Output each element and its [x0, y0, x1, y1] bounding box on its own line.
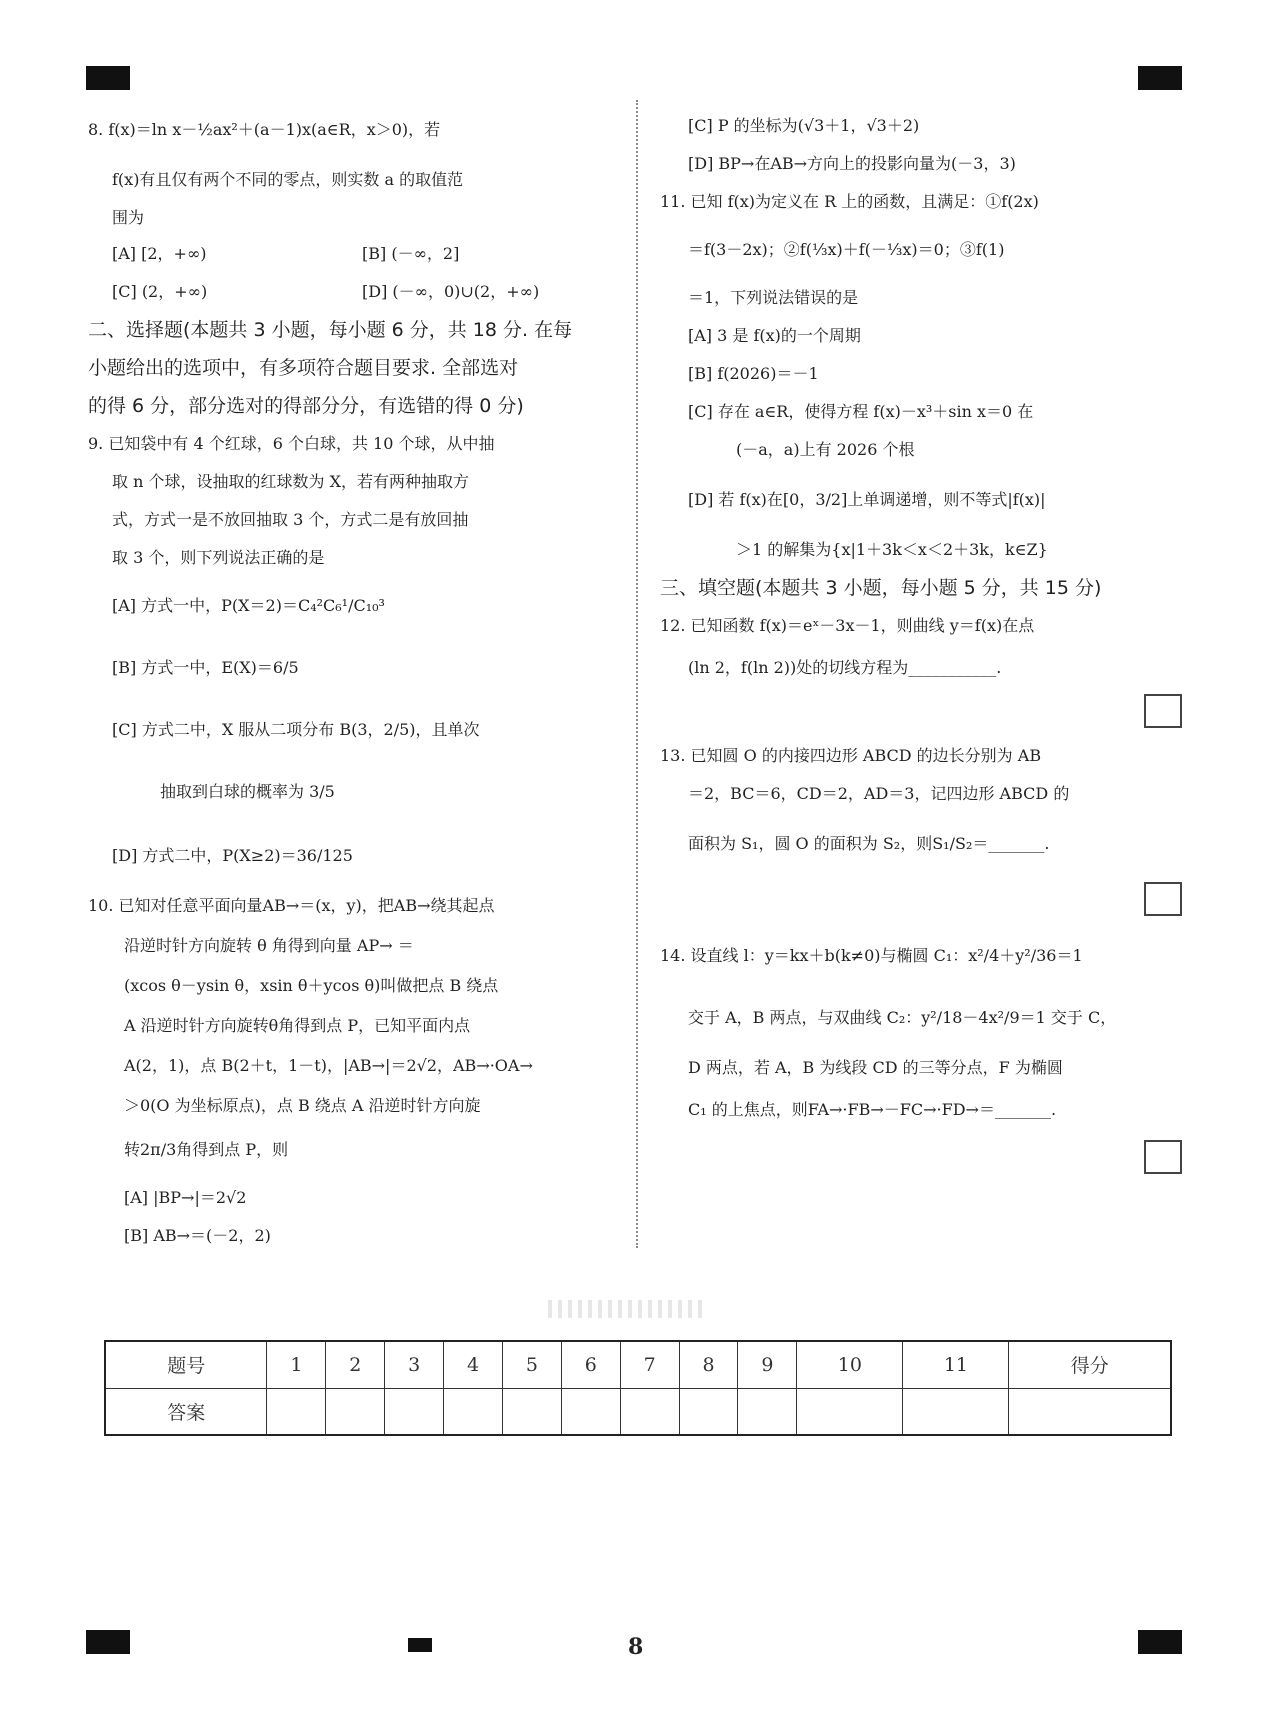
registration-mark-bottom-center — [408, 1638, 432, 1652]
q8-line-1: 8. f(x)＝ln x－½ax²＋(a－1)x(a∈R，x＞0)，若 — [88, 120, 441, 139]
page-number: 8 — [628, 1634, 644, 1660]
answer-cell[interactable] — [502, 1388, 561, 1435]
table-cell-number: 9 — [738, 1341, 797, 1388]
q13-line-1: 13. 已知圆 O 的内接四边形 ABCD 的边长分别为 AB — [660, 746, 1042, 765]
table-cell-number: 4 — [444, 1341, 503, 1388]
answer-cell[interactable] — [620, 1388, 679, 1435]
q13-line-3: 面积为 S₁，圆 O 的面积为 S₂，则S₁/S₂＝_______. — [688, 834, 1050, 853]
table-row-numbers — [105, 1341, 1171, 1388]
column-divider — [636, 100, 638, 1248]
q11-option-c: [C] 存在 a∈R，使得方程 f(x)－x³＋sin x＝0 在 — [688, 402, 1034, 421]
table-cell-number: 10 — [797, 1341, 903, 1388]
q10-line-5: A(2，1)，点 B(2＋t，1－t)，|AB→|＝2√2，AB→·OA→ — [124, 1056, 533, 1075]
q11-option-a: [A] 3 是 f(x)的一个周期 — [688, 326, 861, 345]
answer-cell[interactable] — [797, 1388, 903, 1435]
q8-option-b: [B] (－∞，2] — [362, 244, 460, 263]
table-cell-number: 2 — [326, 1341, 385, 1388]
answer-cell[interactable] — [326, 1388, 385, 1435]
q8-line-3: 围为 — [112, 208, 145, 227]
q9-line-2: 取 n 个球，设抽取的红球数为 X，若有两种抽取方 — [112, 472, 469, 491]
q9-option-a: [A] 方式一中，P(X＝2)＝C₄²C₆¹/C₁₀³ — [112, 596, 385, 615]
q11-line-3: ＝1，下列说法错误的是 — [688, 288, 859, 307]
q12-answer-box[interactable] — [1144, 694, 1182, 728]
q14-line-3: D 两点，若 A，B 为线段 CD 的三等分点，F 为椭圆 — [688, 1058, 1063, 1077]
q10-option-c: [C] P 的坐标为(√3＋1，√3＋2) — [688, 116, 920, 135]
q10-line-2: 沿逆时针方向旋转 θ 角得到向量 AP→ ＝ — [124, 936, 414, 955]
q9-option-d: [D] 方式二中，P(X≥2)＝36/125 — [112, 846, 353, 865]
q14-line-1: 14. 设直线 l：y＝kx＋b(k≠0)与椭圆 C₁：x²/4＋y²/36＝1 — [660, 946, 1083, 965]
q9-line-4: 取 3 个，则下列说法正确的是 — [112, 548, 325, 567]
score-header: 得分 — [1009, 1341, 1171, 1388]
q14-line-2: 交于 A，B 两点，与双曲线 C₂：y²/18－4x²/9＝1 交于 C， — [688, 1008, 1117, 1027]
q10-option-b: [B] AB→＝(－2，2) — [124, 1226, 271, 1245]
score-cell[interactable] — [1009, 1388, 1171, 1435]
q13-answer-box[interactable] — [1144, 882, 1182, 916]
table-cell-number: 5 — [502, 1341, 561, 1388]
table-cell-number: 6 — [561, 1341, 620, 1388]
q14-answer-box[interactable] — [1144, 1140, 1182, 1174]
q13-line-2: ＝2，BC＝6，CD＝2，AD＝3，记四边形 ABCD 的 — [688, 784, 1070, 803]
q10-line-7: 转2π/3角得到点 P，则 — [124, 1140, 289, 1159]
q10-line-3: (xcos θ－ysin θ，xsin θ＋ycos θ)叫做把点 B 绕点 — [124, 976, 499, 995]
scan-artifact — [548, 1300, 708, 1318]
section-2-line-1: 二、选择题(本题共 3 小题，每小题 6 分，共 18 分. 在每 — [88, 319, 573, 341]
q8-line-2: f(x)有且仅有两个不同的零点，则实数 a 的取值范 — [112, 170, 464, 189]
table-cell-number: 8 — [679, 1341, 738, 1388]
q12-line-1: 12. 已知函数 f(x)＝eˣ－3x－1，则曲线 y＝f(x)在点 — [660, 616, 1035, 635]
q9-line-1: 9. 已知袋中有 4 个红球，6 个白球，共 10 个球，从中抽 — [88, 434, 495, 453]
q11-line-2: ＝f(3－2x)；②f(⅓x)＋f(－⅓x)＝0；③f(1) — [688, 240, 1005, 259]
table-cell-number: 1 — [267, 1341, 326, 1388]
q11-option-b: [B] f(2026)＝－1 — [688, 364, 819, 383]
section-2-line-2: 小题给出的选项中，有多项符合题目要求. 全部选对 — [88, 357, 519, 379]
answer-cell[interactable] — [385, 1388, 444, 1435]
q9-option-c-cont: 抽取到白球的概率为 3/5 — [160, 782, 335, 801]
q11-line-1: 11. 已知 f(x)为定义在 R 上的函数，且满足：①f(2x) — [660, 192, 1039, 211]
answer-cell[interactable] — [679, 1388, 738, 1435]
answer-cell[interactable] — [267, 1388, 326, 1435]
registration-mark-bottom-left — [86, 1630, 130, 1654]
section-2-line-3: 的得 6 分，部分选对的得部分分，有选错的得 0 分) — [88, 395, 524, 417]
table-cell-number: 11 — [903, 1341, 1009, 1388]
q11-option-d: [D] 若 f(x)在[0，3/2]上单调递增，则不等式|f(x)| — [688, 490, 1046, 509]
answer-cell[interactable] — [444, 1388, 503, 1435]
registration-mark-bottom-right — [1138, 1630, 1182, 1654]
q9-option-b: [B] 方式一中，E(X)＝6/5 — [112, 658, 299, 677]
q8-option-d: [D] (－∞，0)∪(2，+∞) — [362, 282, 540, 301]
answer-cell[interactable] — [903, 1388, 1009, 1435]
answer-table — [104, 1340, 1172, 1436]
q10-line-4: A 沿逆时针方向旋转θ角得到点 P，已知平面内点 — [124, 1016, 471, 1035]
registration-mark-top-right — [1138, 66, 1182, 90]
q10-option-d: [D] BP→在AB→方向上的投影向量为(－3，3) — [688, 154, 1016, 173]
section-3-title: 三、填空题(本题共 3 小题，每小题 5 分，共 15 分) — [660, 577, 1102, 599]
table-cell-number: 7 — [620, 1341, 679, 1388]
row-header-number: 题号 — [105, 1341, 267, 1388]
registration-mark-top-left — [86, 66, 130, 90]
q8-option-a: [A] [2，+∞) — [112, 244, 207, 263]
q10-line-6: ＞0(O 为坐标原点)，点 B 绕点 A 沿逆时针方向旋 — [124, 1096, 481, 1115]
answer-cell[interactable] — [738, 1388, 797, 1435]
answer-cell[interactable] — [561, 1388, 620, 1435]
q9-option-c: [C] 方式二中，X 服从二项分布 B(3，2/5)，且单次 — [112, 720, 480, 739]
q11-option-d-cont: ＞1 的解集为{x|1＋3k＜x＜2＋3k，k∈Z} — [736, 540, 1048, 559]
q12-line-2: (ln 2，f(ln 2))处的切线方程为___________. — [688, 658, 1002, 677]
q11-option-c-cont: (－a，a)上有 2026 个根 — [736, 440, 915, 459]
q10-option-a: [A] |BP→|＝2√2 — [124, 1188, 247, 1207]
q9-line-3: 式，方式一是不放回抽取 3 个，方式二是有放回抽 — [112, 510, 469, 529]
q10-line-1: 10. 已知对任意平面向量AB→＝(x，y)，把AB→绕其起点 — [88, 896, 495, 915]
q8-option-c: [C] (2，+∞) — [112, 282, 208, 301]
table-cell-number: 3 — [385, 1341, 444, 1388]
q14-line-4: C₁ 的上焦点，则FA→·FB→－FC→·FD→＝_______. — [688, 1100, 1057, 1119]
row-header-answer: 答案 — [105, 1388, 267, 1435]
table-row-answers — [105, 1388, 1171, 1435]
